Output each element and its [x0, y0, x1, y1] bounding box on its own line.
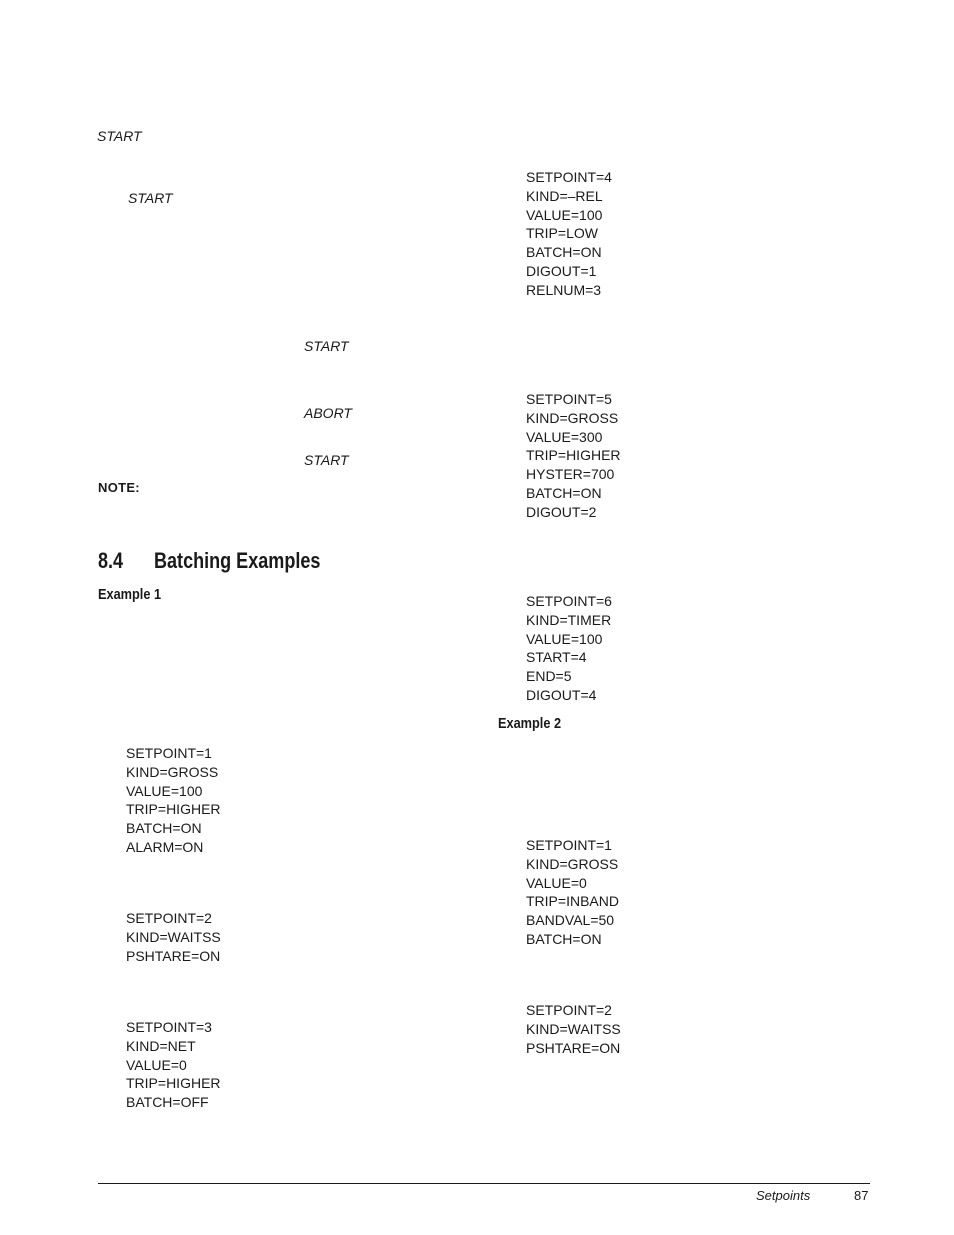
code-line: KIND=–REL: [526, 187, 603, 204]
example-2-setpoint-2-block: [526, 1001, 621, 1057]
setpoint-4-block: [526, 168, 612, 300]
code-line: HYSTER=700: [526, 466, 615, 483]
code-line: VALUE=0: [126, 1056, 187, 1073]
code-line: VALUE=0: [526, 874, 587, 891]
setpoint-5-block: [526, 390, 621, 522]
page-number: 87: [854, 1188, 869, 1203]
setpoint-2-block: [126, 909, 221, 965]
code-line: DIGOUT=4: [526, 686, 597, 703]
code-line: SETPOINT=1: [126, 745, 212, 761]
code-line: KIND=NET: [126, 1037, 196, 1054]
code-line: KIND=WAITSS: [126, 928, 221, 945]
start-keyword-2: START: [128, 190, 173, 206]
code-line: SETPOINT=5: [526, 391, 612, 407]
code-line: SETPOINT=3: [126, 1019, 212, 1035]
code-line: BANDVAL=50: [526, 912, 615, 929]
code-line: BATCH=ON: [526, 930, 602, 947]
code-line: KIND=GROSS: [126, 763, 219, 780]
example-2-setpoint-1-block: [526, 836, 619, 949]
code-line: ALARM=ON: [126, 838, 204, 855]
code-line: SETPOINT=2: [126, 910, 212, 926]
code-line: TRIP=HIGHER: [126, 801, 221, 818]
code-line: VALUE=100: [526, 206, 603, 223]
code-line: DIGOUT=2: [526, 503, 597, 520]
footer-section-name: Setpoints: [756, 1188, 811, 1203]
start-keyword-1: START: [97, 128, 142, 144]
setpoint-1-block: [126, 744, 221, 857]
section-number: 8.4: [98, 548, 124, 573]
code-line: PSHTARE=ON: [526, 1039, 621, 1056]
setpoint-3-block: [126, 1018, 221, 1112]
code-line: TRIP=LOW: [526, 225, 598, 242]
start-keyword-4: START: [304, 452, 349, 468]
code-line: SETPOINT=1: [526, 837, 612, 853]
code-line: START=4: [526, 649, 587, 666]
code-line: KIND=TIMER: [526, 611, 612, 628]
code-line: RELNUM=3: [526, 281, 602, 298]
code-line: BATCH=ON: [526, 244, 602, 261]
start-keyword-3: START: [304, 338, 349, 354]
code-line: TRIP=HIGHER: [526, 447, 621, 464]
code-line: KIND=GROSS: [526, 409, 619, 426]
section-title: Batching Examples: [154, 548, 321, 573]
code-line: SETPOINT=2: [526, 1002, 612, 1018]
note-label: NOTE:: [98, 480, 140, 495]
code-line: SETPOINT=6: [526, 593, 612, 609]
code-line: VALUE=100: [126, 782, 203, 799]
footer-rule: [98, 1183, 870, 1184]
code-line: TRIP=INBAND: [526, 893, 619, 910]
code-line: KIND=GROSS: [526, 855, 619, 872]
code-line: SETPOINT=4: [526, 169, 612, 185]
code-line: KIND=WAITSS: [526, 1020, 621, 1037]
code-line: BATCH=ON: [126, 820, 202, 837]
code-line: BATCH=ON: [526, 484, 602, 501]
code-line: END=5: [526, 668, 572, 685]
setpoint-6-block: [526, 592, 612, 705]
code-line: DIGOUT=1: [526, 262, 597, 279]
code-line: BATCH=OFF: [126, 1094, 209, 1111]
code-line: VALUE=100: [526, 630, 603, 647]
example-2-title: Example 2: [498, 715, 562, 732]
abort-keyword: ABORT: [304, 405, 352, 421]
code-line: TRIP=HIGHER: [126, 1075, 221, 1092]
code-line: PSHTARE=ON: [126, 947, 221, 964]
code-line: VALUE=300: [526, 428, 603, 445]
example-1-title: Example 1: [98, 586, 162, 603]
